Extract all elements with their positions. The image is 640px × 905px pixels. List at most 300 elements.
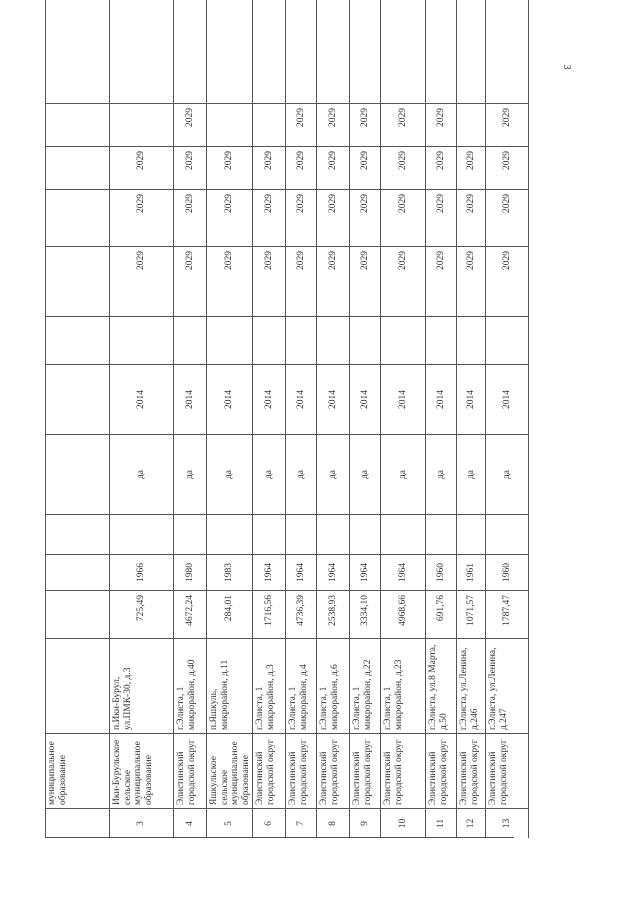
table-row [286, 0, 317, 838]
table-row [350, 0, 381, 838]
cell-num-text: 4 [184, 821, 195, 826]
table-row [110, 0, 174, 838]
cell-year [253, 554, 286, 590]
cell-col10 [253, 246, 286, 316]
cell-area-text: 4968,66 [397, 595, 408, 626]
cell-municipality [207, 733, 253, 808]
cell-area-text: 725,49 [136, 595, 147, 622]
header-cell-col10 [45, 246, 110, 316]
cell-col10-text: 2029 [295, 251, 306, 270]
header-cell-area [45, 590, 110, 638]
cell-col7-text: да [136, 469, 147, 480]
cell-col9 [486, 316, 529, 364]
cell-num-text: 7 [295, 821, 306, 826]
cell-year-text: 1964 [295, 563, 306, 582]
cell-col10-text: 2029 [501, 251, 512, 270]
cell-municipality [381, 733, 426, 808]
cell-col10-text: 2029 [397, 251, 408, 270]
table-header-continuation-row [45, 0, 110, 838]
cell-col11-text: 2029 [327, 194, 338, 213]
cell-col10-text: 2029 [359, 251, 370, 270]
cell-municipality-text: Элистинский городской округ [428, 739, 449, 805]
cell-area [350, 590, 381, 638]
cell-municipality [457, 733, 486, 808]
table-row [207, 0, 253, 838]
cell-municipality-text: Элистинский городской округ [255, 739, 276, 805]
cell-col11 [381, 189, 426, 246]
cell-col13 [426, 103, 457, 146]
cell-area [457, 590, 486, 638]
cell-col11 [486, 189, 529, 246]
cell-area-text: 2538,93 [327, 595, 338, 626]
cell-num [350, 808, 381, 838]
cell-col12 [110, 146, 174, 189]
cell-col13-text: 2029 [184, 108, 195, 127]
cell-col13-text: 2029 [435, 108, 446, 127]
cell-year-text: 1980 [184, 563, 195, 582]
cell-num-text: 13 [501, 818, 512, 829]
cell-col10 [381, 246, 426, 316]
cell-num-text: 12 [465, 818, 476, 829]
cell-address-text: г.Элиста, 1 микрорайон, д.40 [176, 659, 197, 730]
header-cell-col6 [45, 514, 110, 554]
cell-col6 [457, 514, 486, 554]
cell-col7-text: да [263, 469, 274, 480]
cell-col11 [350, 189, 381, 246]
cell-area-text: 691,76 [435, 595, 446, 622]
cell-col8-text: 2014 [465, 390, 476, 409]
cell-municipality-text: Элистинский городской округ [352, 739, 373, 805]
cell-col9 [457, 316, 486, 364]
header-cell-col12 [45, 146, 110, 189]
cell-col10-text: 2029 [327, 251, 338, 270]
cell-col10-text: 2029 [184, 251, 195, 270]
cell-num [110, 808, 174, 838]
cell-col14 [207, 0, 253, 103]
cell-col7 [317, 434, 350, 514]
cell-col12 [174, 146, 207, 189]
cell-area [317, 590, 350, 638]
cell-col7 [110, 434, 174, 514]
cell-col8-text: 2014 [295, 390, 306, 409]
cell-col11 [110, 189, 174, 246]
cell-col13 [286, 103, 317, 146]
cell-col13 [174, 103, 207, 146]
cell-col14 [350, 0, 381, 103]
cell-col10 [457, 246, 486, 316]
cell-col12 [381, 146, 426, 189]
cell-address [486, 638, 529, 733]
cell-col9 [426, 316, 457, 364]
cell-col6 [486, 514, 529, 554]
cell-col7-text: да [435, 469, 446, 480]
cell-area-text: 1071,57 [465, 595, 476, 626]
cell-col12-text: 2029 [327, 151, 338, 170]
cell-col8 [110, 364, 174, 434]
cell-col11 [207, 189, 253, 246]
cell-col13 [381, 103, 426, 146]
cell-col7 [426, 434, 457, 514]
cell-area-text: 284,01 [224, 595, 235, 622]
cell-year-text: 1983 [224, 563, 235, 582]
cell-col8 [350, 364, 381, 434]
cell-year-text: 1960 [435, 563, 446, 582]
cell-num-text: 10 [397, 818, 408, 829]
cell-municipality-text: Элистинский городской округ [383, 739, 404, 805]
cell-col8 [381, 364, 426, 434]
cell-col8 [207, 364, 253, 434]
cell-num-text: 11 [435, 818, 446, 829]
cell-year-text: 1960 [501, 563, 512, 582]
cell-col9 [110, 316, 174, 364]
cell-col12-text: 2029 [501, 151, 512, 170]
cell-area [174, 590, 207, 638]
cell-col12 [286, 146, 317, 189]
header-cell-col14 [45, 0, 110, 103]
cell-col10 [207, 246, 253, 316]
cell-year-text: 1964 [327, 563, 338, 582]
cell-col7-text: да [465, 469, 476, 480]
cell-col8 [486, 364, 529, 434]
cell-col8-text: 2014 [327, 390, 338, 409]
cell-num-text: 9 [359, 821, 370, 826]
cell-address [426, 638, 457, 733]
cell-col14 [317, 0, 350, 103]
cell-col6 [174, 514, 207, 554]
table-row [317, 0, 350, 838]
cell-municipality-text: Элистинский городской округ [459, 739, 480, 805]
cell-year-text: 1966 [136, 563, 147, 582]
cell-col9 [207, 316, 253, 364]
cell-col6 [381, 514, 426, 554]
cell-col7-text: да [295, 469, 306, 480]
header-cell-municipality-text: муниципальное образование [47, 741, 68, 805]
cell-num-text: 8 [327, 821, 338, 826]
cell-year-text: 1961 [465, 563, 476, 582]
cell-col7 [253, 434, 286, 514]
cell-num-text: 6 [263, 821, 274, 826]
cell-col13-text: 2029 [397, 108, 408, 127]
cell-area [486, 590, 529, 638]
cell-col7 [207, 434, 253, 514]
cell-year [317, 554, 350, 590]
cell-year [486, 554, 529, 590]
cell-address [317, 638, 350, 733]
cell-col6 [207, 514, 253, 554]
cell-col10 [286, 246, 317, 316]
cell-col8-text: 2014 [224, 390, 235, 409]
cell-col10 [350, 246, 381, 316]
cell-municipality-text: Элистинский городской округ [176, 739, 197, 805]
cell-num-text: 5 [224, 821, 235, 826]
cell-col8-text: 2014 [397, 390, 408, 409]
cell-num [286, 808, 317, 838]
cell-address [253, 638, 286, 733]
cell-col7 [486, 434, 529, 514]
cell-area [110, 590, 174, 638]
cell-area [207, 590, 253, 638]
cell-col11 [457, 189, 486, 246]
cell-municipality-text: Яшкульское сельское муниципальное образование [209, 741, 251, 805]
cell-col13-text: 2029 [501, 108, 512, 127]
cell-num [486, 808, 529, 838]
cell-year [426, 554, 457, 590]
cell-col11-text: 2029 [465, 194, 476, 213]
cell-col7-text: да [501, 469, 512, 480]
table-row [253, 0, 286, 838]
cell-col7 [174, 434, 207, 514]
cell-col12-text: 2029 [295, 151, 306, 170]
cell-municipality [174, 733, 207, 808]
page-number: 3 [561, 64, 572, 70]
cell-address-text: г.Элиста, 1 микрорайон, д.3 [255, 664, 276, 730]
cell-col11 [174, 189, 207, 246]
cell-col13 [350, 103, 381, 146]
cell-col12 [426, 146, 457, 189]
buildings-table [45, 0, 514, 838]
cell-col13 [457, 103, 486, 146]
cell-col10 [317, 246, 350, 316]
cell-col12 [350, 146, 381, 189]
cell-address [174, 638, 207, 733]
cell-col13 [207, 103, 253, 146]
cell-col8 [174, 364, 207, 434]
cell-col8-text: 2014 [501, 390, 512, 409]
cell-col7-text: да [184, 469, 195, 480]
cell-municipality [350, 733, 381, 808]
header-cell-address [45, 638, 110, 733]
cell-col8 [426, 364, 457, 434]
cell-address [286, 638, 317, 733]
header-cell-num [45, 808, 110, 838]
cell-address [381, 638, 426, 733]
cell-col12-text: 2029 [359, 151, 370, 170]
cell-col6 [286, 514, 317, 554]
cell-num [207, 808, 253, 838]
cell-year [457, 554, 486, 590]
cell-col12 [457, 146, 486, 189]
cell-num [426, 808, 457, 838]
cell-year [207, 554, 253, 590]
cell-col10-text: 2029 [224, 251, 235, 270]
cell-col11-text: 2029 [263, 194, 274, 213]
cell-col11 [253, 189, 286, 246]
cell-col9 [350, 316, 381, 364]
cell-address [457, 638, 486, 733]
cell-municipality [110, 733, 174, 808]
cell-col13 [317, 103, 350, 146]
cell-address [207, 638, 253, 733]
cell-municipality [317, 733, 350, 808]
cell-area-text: 4672,24 [184, 595, 195, 626]
cell-address-text: г.Элиста, ул.Ленина, д.246 [459, 647, 480, 730]
cell-col10-text: 2029 [435, 251, 446, 270]
cell-col12 [317, 146, 350, 189]
cell-area [286, 590, 317, 638]
cell-area [426, 590, 457, 638]
cell-col9 [174, 316, 207, 364]
cell-col11-text: 2029 [501, 194, 512, 213]
cell-year [381, 554, 426, 590]
cell-col12-text: 2029 [224, 151, 235, 170]
cell-col13-text: 2029 [327, 108, 338, 127]
cell-col11-text: 2029 [184, 194, 195, 213]
cell-col11-text: 2029 [435, 194, 446, 213]
cell-address-text: г.Элиста, ул.Ленина, д.247 [488, 647, 509, 730]
cell-col9 [381, 316, 426, 364]
cell-col11-text: 2029 [295, 194, 306, 213]
cell-col8 [286, 364, 317, 434]
cell-col12-text: 2029 [465, 151, 476, 170]
cell-num [317, 808, 350, 838]
cell-col14 [110, 0, 174, 103]
cell-col13 [486, 103, 529, 146]
cell-col8-text: 2014 [184, 390, 195, 409]
cell-address-text: г.Элиста, 1 микрорайон, д.6 [319, 664, 340, 730]
cell-municipality [253, 733, 286, 808]
cell-col6 [253, 514, 286, 554]
cell-col14 [457, 0, 486, 103]
header-cell-col11 [45, 189, 110, 246]
cell-col12-text: 2029 [397, 151, 408, 170]
cell-year [110, 554, 174, 590]
cell-address-text: п.Ики-Бурул, ул.ПМК-30, д.3 [112, 667, 133, 730]
table-row [174, 0, 207, 838]
cell-col13-text: 2029 [295, 108, 306, 127]
cell-area [253, 590, 286, 638]
header-cell-municipality [45, 733, 110, 808]
cell-col8 [457, 364, 486, 434]
cell-municipality-text: Элистинский городской округ [288, 739, 309, 805]
header-cell-col7 [45, 434, 110, 514]
cell-address-text: г.Элиста, 1 микрорайон, д.23 [383, 659, 404, 730]
cell-num [174, 808, 207, 838]
cell-area [381, 590, 426, 638]
cell-col11 [317, 189, 350, 246]
cell-address-text: г.Элиста, 1 микрорайон, д.22 [352, 659, 373, 730]
cell-year [174, 554, 207, 590]
cell-address [110, 638, 174, 733]
table-row [381, 0, 426, 838]
cell-municipality-text: Элистинский городской округ [319, 739, 340, 805]
cell-col10 [110, 246, 174, 316]
cell-col11 [286, 189, 317, 246]
table-row [486, 0, 529, 838]
cell-col12 [207, 146, 253, 189]
cell-area-text: 1716,56 [263, 595, 274, 626]
cell-col12 [486, 146, 529, 189]
cell-col11-text: 2029 [136, 194, 147, 213]
cell-col7-text: да [397, 469, 408, 480]
cell-municipality [286, 733, 317, 808]
cell-area-text: 1787,47 [501, 595, 512, 626]
cell-col14 [486, 0, 529, 103]
cell-col10 [426, 246, 457, 316]
cell-col12-text: 2029 [435, 151, 446, 170]
cell-col11-text: 2029 [397, 194, 408, 213]
cell-num [381, 808, 426, 838]
header-cell-year [45, 554, 110, 590]
cell-col14 [174, 0, 207, 103]
cell-col8-text: 2014 [136, 390, 147, 409]
cell-col10-text: 2029 [465, 251, 476, 270]
cell-area-text: 3334,10 [359, 595, 370, 626]
header-cell-col9 [45, 316, 110, 364]
cell-col9 [253, 316, 286, 364]
cell-col13-text: 2029 [359, 108, 370, 127]
cell-col14 [426, 0, 457, 103]
cell-col13 [110, 103, 174, 146]
cell-col6 [317, 514, 350, 554]
cell-address-text: п.Яшкуль, микрорайон, д.11 [209, 659, 230, 730]
cell-col12-text: 2029 [263, 151, 274, 170]
cell-col10 [174, 246, 207, 316]
cell-col12-text: 2029 [136, 151, 147, 170]
cell-col13 [253, 103, 286, 146]
cell-municipality [486, 733, 529, 808]
cell-col10-text: 2029 [263, 251, 274, 270]
cell-col11 [426, 189, 457, 246]
cell-col8-text: 2014 [263, 390, 274, 409]
cell-col8-text: 2014 [359, 390, 370, 409]
cell-col9 [286, 316, 317, 364]
cell-num-text: 3 [136, 821, 147, 826]
cell-address [350, 638, 381, 733]
cell-col6 [110, 514, 174, 554]
cell-col9 [317, 316, 350, 364]
cell-municipality [426, 733, 457, 808]
cell-col11-text: 2029 [224, 194, 235, 213]
cell-year [350, 554, 381, 590]
cell-col7 [286, 434, 317, 514]
table-row [426, 0, 457, 838]
header-cell-col13 [45, 103, 110, 146]
cell-col12 [253, 146, 286, 189]
cell-col11-text: 2029 [359, 194, 370, 213]
cell-col14 [286, 0, 317, 103]
cell-num [253, 808, 286, 838]
cell-col8 [317, 364, 350, 434]
cell-col7-text: да [224, 469, 235, 480]
cell-address-text: г.Элиста, 1 микрорайон, д.4 [288, 664, 309, 730]
cell-col10 [486, 246, 529, 316]
cell-col8-text: 2014 [435, 390, 446, 409]
header-cell-col8 [45, 364, 110, 434]
cell-col6 [426, 514, 457, 554]
cell-municipality-text: Элистинский городской округ [488, 739, 509, 805]
cell-year-text: 1964 [359, 563, 370, 582]
cell-col14 [381, 0, 426, 103]
cell-col7 [457, 434, 486, 514]
cell-col8 [253, 364, 286, 434]
cell-col12-text: 2029 [184, 151, 195, 170]
cell-col10-text: 2029 [136, 251, 147, 270]
cell-year [286, 554, 317, 590]
cell-col7-text: да [327, 469, 338, 480]
cell-year-text: 1964 [263, 563, 274, 582]
table-row [457, 0, 486, 838]
cell-col14 [253, 0, 286, 103]
cell-num [457, 808, 486, 838]
cell-col7-text: да [359, 469, 370, 480]
cell-year-text: 1964 [397, 563, 408, 582]
cell-col6 [350, 514, 381, 554]
cell-area-text: 4736,39 [295, 595, 306, 626]
cell-municipality-text: Ики-Бурульское сельское муниципальное образование [112, 739, 154, 805]
cell-col7 [381, 434, 426, 514]
cell-address-text: г.Элиста, ул.8 Марта, д.50 [428, 644, 449, 730]
cell-col7 [350, 434, 381, 514]
